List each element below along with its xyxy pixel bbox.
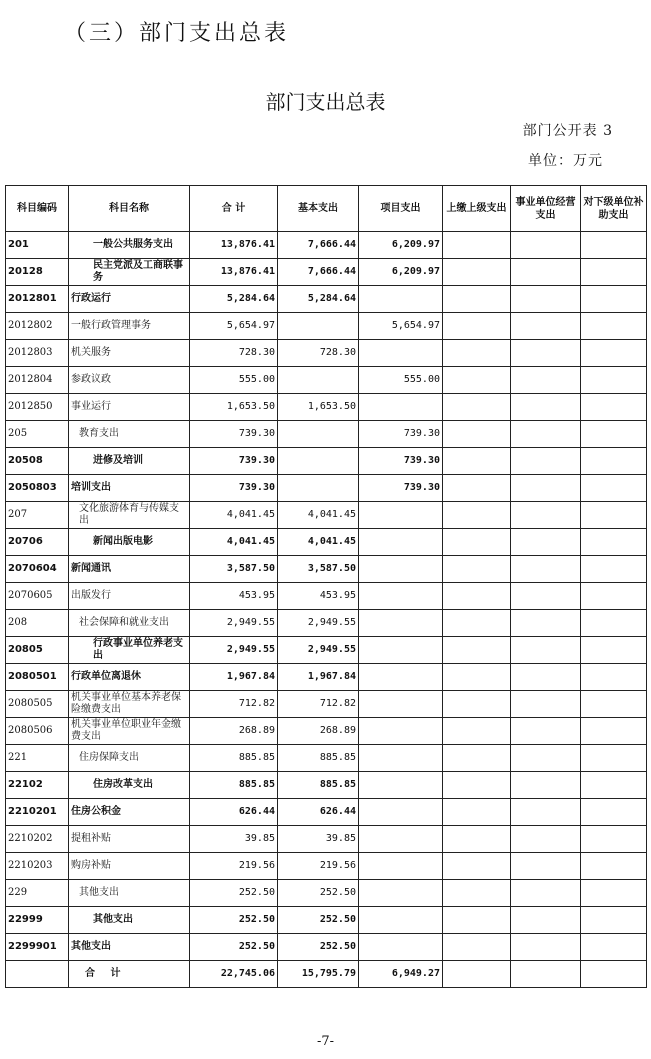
basic-expenditure-cell: 268.89 <box>278 718 359 745</box>
column-header: 合 计 <box>190 186 278 232</box>
basic-expenditure-cell: 4,041.45 <box>278 529 359 556</box>
subject-name-cell: 其他支出 <box>69 934 190 961</box>
remit-superior-cell <box>443 880 511 907</box>
column-header: 事业单位经营支出 <box>511 186 581 232</box>
basic-expenditure-cell: 2,949.55 <box>278 610 359 637</box>
section-heading: （三）部门支出总表 <box>64 21 290 46</box>
total-empty-cell <box>511 961 581 988</box>
total-cell: 39.85 <box>190 826 278 853</box>
subject-code-cell: 2070605 <box>6 583 69 610</box>
total-cell: 219.56 <box>190 853 278 880</box>
subject-code-cell: 22999 <box>6 907 69 934</box>
basic-expenditure-cell: 1,653.50 <box>278 394 359 421</box>
table-row <box>6 259 647 286</box>
business-operation-cell <box>511 691 581 718</box>
basic-expenditure-cell: 885.85 <box>278 772 359 799</box>
remit-superior-cell <box>443 799 511 826</box>
total-code-cell <box>6 961 69 988</box>
subject-code-cell: 2080506 <box>6 718 69 745</box>
subject-code-cell: 2012802 <box>6 313 69 340</box>
subordinate-subsidy-cell <box>581 772 647 799</box>
business-operation-cell <box>511 394 581 421</box>
subject-code-cell: 20805 <box>6 637 69 664</box>
table-row <box>6 880 647 907</box>
subject-code-cell: 2210202 <box>6 826 69 853</box>
basic-expenditure-cell: 728.30 <box>278 340 359 367</box>
subject-code-cell: 2299901 <box>6 934 69 961</box>
subject-code-cell: 20706 <box>6 529 69 556</box>
remit-superior-cell <box>443 502 511 529</box>
business-operation-cell <box>511 826 581 853</box>
business-operation-cell <box>511 448 581 475</box>
total-empty-cell <box>581 961 647 988</box>
total-cell: 885.85 <box>190 745 278 772</box>
subject-name-cell: 进修及培训 <box>69 448 190 475</box>
project-expenditure-cell <box>359 637 443 664</box>
project-expenditure-cell <box>359 340 443 367</box>
subordinate-subsidy-cell <box>581 340 647 367</box>
subject-name-cell: 教育支出 <box>69 421 190 448</box>
subject-name-cell: 提租补贴 <box>69 826 190 853</box>
remit-superior-cell <box>443 853 511 880</box>
remit-superior-cell <box>443 745 511 772</box>
remit-superior-cell <box>443 313 511 340</box>
project-expenditure-cell <box>359 907 443 934</box>
total-cell: 453.95 <box>190 583 278 610</box>
header-row <box>6 186 647 232</box>
table-row <box>6 826 647 853</box>
remit-superior-cell <box>443 475 511 502</box>
business-operation-cell <box>511 745 581 772</box>
total-cell: 4,041.45 <box>190 529 278 556</box>
business-operation-cell <box>511 664 581 691</box>
subject-code-cell: 201 <box>6 232 69 259</box>
business-operation-cell <box>511 313 581 340</box>
basic-expenditure-cell: 7,666.44 <box>278 232 359 259</box>
total-cell: 739.30 <box>190 448 278 475</box>
basic-expenditure-cell: 252.50 <box>278 934 359 961</box>
column-header: 基本支出 <box>278 186 359 232</box>
project-expenditure-cell <box>359 664 443 691</box>
project-expenditure-cell <box>359 691 443 718</box>
total-cell: 252.50 <box>190 907 278 934</box>
subject-code-cell: 2080505 <box>6 691 69 718</box>
subject-name-cell: 机关事业单位基本养老保险缴费支出 <box>69 691 190 718</box>
project-expenditure-cell: 739.30 <box>359 475 443 502</box>
project-expenditure-cell <box>359 529 443 556</box>
subordinate-subsidy-cell <box>581 664 647 691</box>
project-expenditure-cell <box>359 826 443 853</box>
total-cell: 712.82 <box>190 691 278 718</box>
subject-code-cell: 2012804 <box>6 367 69 394</box>
remit-superior-cell <box>443 664 511 691</box>
subject-name-cell: 文化旅游体育与传媒支出 <box>69 502 190 529</box>
total-cell: 2,949.55 <box>190 637 278 664</box>
basic-expenditure-cell <box>278 421 359 448</box>
project-expenditure-cell: 555.00 <box>359 367 443 394</box>
table-row <box>6 367 647 394</box>
subject-code-cell: 2210203 <box>6 853 69 880</box>
total-cell: 3,587.50 <box>190 556 278 583</box>
business-operation-cell <box>511 367 581 394</box>
subordinate-subsidy-cell <box>581 880 647 907</box>
table-row <box>6 907 647 934</box>
remit-superior-cell <box>443 934 511 961</box>
total-project: 6,949.27 <box>359 961 443 988</box>
subordinate-subsidy-cell <box>581 232 647 259</box>
total-cell: 2,949.55 <box>190 610 278 637</box>
project-expenditure-cell <box>359 502 443 529</box>
project-expenditure-cell <box>359 718 443 745</box>
table-row <box>6 421 647 448</box>
business-operation-cell <box>511 718 581 745</box>
basic-expenditure-cell: 252.50 <box>278 907 359 934</box>
subject-code-cell: 205 <box>6 421 69 448</box>
business-operation-cell <box>511 799 581 826</box>
basic-expenditure-cell: 2,949.55 <box>278 637 359 664</box>
subject-code-cell: 207 <box>6 502 69 529</box>
project-expenditure-cell <box>359 556 443 583</box>
table-row <box>6 718 647 745</box>
remit-superior-cell <box>443 637 511 664</box>
subject-code-cell: 208 <box>6 610 69 637</box>
total-cell: 555.00 <box>190 367 278 394</box>
total-cell: 1,653.50 <box>190 394 278 421</box>
project-expenditure-cell: 739.30 <box>359 421 443 448</box>
column-header: 科目名称 <box>69 186 190 232</box>
total-cell: 13,876.41 <box>190 259 278 286</box>
subordinate-subsidy-cell <box>581 853 647 880</box>
remit-superior-cell <box>443 826 511 853</box>
table-row <box>6 934 647 961</box>
basic-expenditure-cell <box>278 313 359 340</box>
project-expenditure-cell <box>359 934 443 961</box>
business-operation-cell <box>511 880 581 907</box>
remit-superior-cell <box>443 259 511 286</box>
project-expenditure-cell <box>359 772 443 799</box>
subject-name-cell: 机关服务 <box>69 340 190 367</box>
table-row <box>6 475 647 502</box>
subject-name-cell: 住房保障支出 <box>69 745 190 772</box>
subject-name-cell: 一般公共服务支出 <box>69 232 190 259</box>
basic-expenditure-cell: 39.85 <box>278 826 359 853</box>
total-cell: 5,654.97 <box>190 313 278 340</box>
table-row <box>6 286 647 313</box>
subordinate-subsidy-cell <box>581 934 647 961</box>
basic-expenditure-cell: 219.56 <box>278 853 359 880</box>
subject-name-cell: 民主党派及工商联事务 <box>69 259 190 286</box>
table-row <box>6 556 647 583</box>
table-row <box>6 664 647 691</box>
subject-name-cell: 其他支出 <box>69 907 190 934</box>
business-operation-cell <box>511 421 581 448</box>
basic-expenditure-cell: 885.85 <box>278 745 359 772</box>
basic-expenditure-cell: 4,041.45 <box>278 502 359 529</box>
business-operation-cell <box>511 610 581 637</box>
total-cell: 4,041.45 <box>190 502 278 529</box>
total-basic: 15,795.79 <box>278 961 359 988</box>
subordinate-subsidy-cell <box>581 826 647 853</box>
subject-name-cell: 新闻出版电影 <box>69 529 190 556</box>
basic-expenditure-cell <box>278 475 359 502</box>
table-row <box>6 583 647 610</box>
subject-name-cell: 住房公积金 <box>69 799 190 826</box>
project-expenditure-cell <box>359 610 443 637</box>
table-body <box>6 232 647 961</box>
subordinate-subsidy-cell <box>581 286 647 313</box>
basic-expenditure-cell <box>278 367 359 394</box>
subject-name-cell: 新闻通讯 <box>69 556 190 583</box>
table-row <box>6 340 647 367</box>
table-row <box>6 637 647 664</box>
subject-name-cell: 其他支出 <box>69 880 190 907</box>
total-cell: 13,876.41 <box>190 232 278 259</box>
remit-superior-cell <box>443 448 511 475</box>
page-number: -7- <box>316 1034 335 1049</box>
subordinate-subsidy-cell <box>581 637 647 664</box>
total-row <box>6 961 647 988</box>
basic-expenditure-cell: 3,587.50 <box>278 556 359 583</box>
subordinate-subsidy-cell <box>581 448 647 475</box>
business-operation-cell <box>511 853 581 880</box>
subject-code-cell: 221 <box>6 745 69 772</box>
project-expenditure-cell <box>359 286 443 313</box>
basic-expenditure-cell: 5,284.64 <box>278 286 359 313</box>
basic-expenditure-cell: 453.95 <box>278 583 359 610</box>
subordinate-subsidy-cell <box>581 394 647 421</box>
subject-name-cell: 行政运行 <box>69 286 190 313</box>
project-expenditure-cell <box>359 394 443 421</box>
total-cell: 268.89 <box>190 718 278 745</box>
total-cell: 252.50 <box>190 934 278 961</box>
remit-superior-cell <box>443 529 511 556</box>
column-header: 科目编码 <box>6 186 69 232</box>
total-cell: 739.30 <box>190 475 278 502</box>
subject-name-cell: 行政事业单位养老支出 <box>69 637 190 664</box>
subordinate-subsidy-cell <box>581 718 647 745</box>
business-operation-cell <box>511 232 581 259</box>
total-cell: 1,967.84 <box>190 664 278 691</box>
total-cell: 252.50 <box>190 880 278 907</box>
project-expenditure-cell <box>359 853 443 880</box>
business-operation-cell <box>511 556 581 583</box>
basic-expenditure-cell: 626.44 <box>278 799 359 826</box>
subject-code-cell: 2012801 <box>6 286 69 313</box>
subordinate-subsidy-cell <box>581 529 647 556</box>
remit-superior-cell <box>443 583 511 610</box>
project-expenditure-cell <box>359 583 443 610</box>
basic-expenditure-cell: 1,967.84 <box>278 664 359 691</box>
total-cell: 626.44 <box>190 799 278 826</box>
subordinate-subsidy-cell <box>581 367 647 394</box>
business-operation-cell <box>511 529 581 556</box>
subject-code-cell: 20128 <box>6 259 69 286</box>
basic-expenditure-cell: 7,666.44 <box>278 259 359 286</box>
subject-code-cell: 229 <box>6 880 69 907</box>
remit-superior-cell <box>443 367 511 394</box>
document-title: 部门支出总表 <box>265 90 386 114</box>
total-label: 合 计 <box>69 961 190 988</box>
subject-name-cell: 培训支出 <box>69 475 190 502</box>
total-amount: 22,745.06 <box>190 961 278 988</box>
remit-superior-cell <box>443 907 511 934</box>
total-cell: 739.30 <box>190 421 278 448</box>
subordinate-subsidy-cell <box>581 475 647 502</box>
subject-name-cell: 社会保障和就业支出 <box>69 610 190 637</box>
basic-expenditure-cell: 252.50 <box>278 880 359 907</box>
subject-code-cell: 22102 <box>6 772 69 799</box>
subject-name-cell: 住房改革支出 <box>69 772 190 799</box>
business-operation-cell <box>511 475 581 502</box>
column-header: 项目支出 <box>359 186 443 232</box>
total-cell: 5,284.64 <box>190 286 278 313</box>
business-operation-cell <box>511 934 581 961</box>
subordinate-subsidy-cell <box>581 502 647 529</box>
subject-name-cell: 购房补贴 <box>69 853 190 880</box>
subordinate-subsidy-cell <box>581 313 647 340</box>
table-row <box>6 502 647 529</box>
subordinate-subsidy-cell <box>581 421 647 448</box>
subject-name-cell: 一般行政管理事务 <box>69 313 190 340</box>
remit-superior-cell <box>443 421 511 448</box>
subject-name-cell: 机关事业单位职业年金缴费支出 <box>69 718 190 745</box>
business-operation-cell <box>511 502 581 529</box>
business-operation-cell <box>511 286 581 313</box>
table-row <box>6 610 647 637</box>
subordinate-subsidy-cell <box>581 556 647 583</box>
remit-superior-cell <box>443 340 511 367</box>
subordinate-subsidy-cell <box>581 259 647 286</box>
total-cell: 728.30 <box>190 340 278 367</box>
table-row <box>6 313 647 340</box>
project-expenditure-cell: 6,209.97 <box>359 259 443 286</box>
project-expenditure-cell: 6,209.97 <box>359 232 443 259</box>
subject-name-cell: 参政议政 <box>69 367 190 394</box>
project-expenditure-cell <box>359 745 443 772</box>
table-row <box>6 691 647 718</box>
business-operation-cell <box>511 637 581 664</box>
project-expenditure-cell: 5,654.97 <box>359 313 443 340</box>
project-expenditure-cell <box>359 880 443 907</box>
subject-name-cell: 事业运行 <box>69 394 190 421</box>
table-row <box>6 853 647 880</box>
subordinate-subsidy-cell <box>581 610 647 637</box>
business-operation-cell <box>511 340 581 367</box>
remit-superior-cell <box>443 394 511 421</box>
business-operation-cell <box>511 583 581 610</box>
basic-expenditure-cell <box>278 448 359 475</box>
remit-superior-cell <box>443 556 511 583</box>
unit-label: 单位：万元 <box>528 153 603 169</box>
business-operation-cell <box>511 259 581 286</box>
subject-code-cell: 20508 <box>6 448 69 475</box>
project-expenditure-cell <box>359 799 443 826</box>
remit-superior-cell <box>443 610 511 637</box>
remit-superior-cell <box>443 772 511 799</box>
subject-code-cell: 2070604 <box>6 556 69 583</box>
total-cell: 885.85 <box>190 772 278 799</box>
table-id: 部门公开表 3 <box>522 123 613 139</box>
total-empty-cell <box>443 961 511 988</box>
column-header: 上缴上级支出 <box>443 186 511 232</box>
basic-expenditure-cell: 712.82 <box>278 691 359 718</box>
table-row <box>6 232 647 259</box>
subject-code-cell: 2050803 <box>6 475 69 502</box>
business-operation-cell <box>511 907 581 934</box>
table-row <box>6 772 647 799</box>
remit-superior-cell <box>443 232 511 259</box>
subordinate-subsidy-cell <box>581 745 647 772</box>
subject-name-cell: 行政单位离退休 <box>69 664 190 691</box>
project-expenditure-cell: 739.30 <box>359 448 443 475</box>
subject-code-cell: 2080501 <box>6 664 69 691</box>
table-row <box>6 745 647 772</box>
remit-superior-cell <box>443 691 511 718</box>
remit-superior-cell <box>443 286 511 313</box>
subordinate-subsidy-cell <box>581 691 647 718</box>
subject-name-cell: 出版发行 <box>69 583 190 610</box>
expenditure-table <box>5 185 647 988</box>
subject-code-cell: 2012850 <box>6 394 69 421</box>
table-row <box>6 529 647 556</box>
table-row <box>6 448 647 475</box>
column-header: 对下级单位补助支出 <box>581 186 647 232</box>
subject-code-cell: 2012803 <box>6 340 69 367</box>
business-operation-cell <box>511 772 581 799</box>
subordinate-subsidy-cell <box>581 583 647 610</box>
table-row <box>6 394 647 421</box>
table-row <box>6 799 647 826</box>
remit-superior-cell <box>443 718 511 745</box>
subject-code-cell: 2210201 <box>6 799 69 826</box>
subordinate-subsidy-cell <box>581 907 647 934</box>
subordinate-subsidy-cell <box>581 799 647 826</box>
